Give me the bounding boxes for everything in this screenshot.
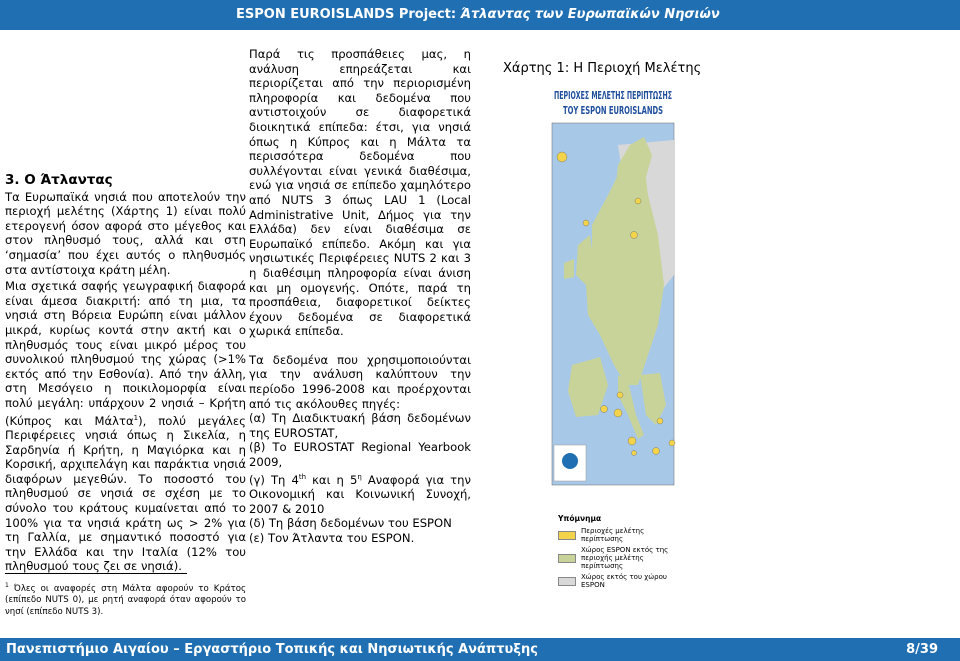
footnote [5,580,246,618]
source-e: (ε) Τον Άτλαντα του ESPON. [249,530,415,545]
source-c: (γ) Τη 4th και η $5^\eta$ Αναφορά για την Οικονομική και Κοινωνική Συνοχή, 2007 & 2010 [249,472,471,516]
page-number: 8/39 [906,642,938,657]
study-area-balearics [601,406,608,413]
footnote-mark: 1 [5,582,9,589]
study-area-orkney [583,220,589,226]
map-title-line2: ΤΟΥ ESPON EUROISLANDS [563,105,663,117]
study-area-crete [653,448,660,455]
footer-bar [0,638,960,661]
legend-title: Υπόμνημα [558,514,602,523]
study-area-aland [635,198,641,204]
study-area-aegean [657,418,663,424]
study-area-malta [632,451,637,456]
project-prefix: ESPON EUROISLANDS Project: [236,7,461,22]
study-area-cyprus [669,440,675,446]
sources-list [249,411,471,545]
study-area-corsica [617,392,623,398]
paragraph-2: Μια σχετικά σαφής γεωγραφική διαφορά είναι άμεσα διακριτή: από τη μια, τα νησιά στη Βόρεια Ευρώπη είναι μάλλον μικρά, κυρίως κοντά στην ακτή και ο πληθυσμός τους είναι μικρό μέρος του συνολικού πληθυσμού της χώρας (>1% εκτός από την Εσθονία). Από την άλλη, στη Μεσόγειο η ποικιλομορφία είναι πολύ μεγάλη: υπάρχουν 2 νησιά – Κρήτη (Κύπρος και Μάλτα$^1$), πολύ μεγάλες Περιφέρειες νησιά όπως η Σικελία, η Σαρδηνία ή Κρήτη, η Μαγιόρκα και η Κορσική, αρχιπελάγη και παράκτια νησιά διαφόρων μεγεθών. Το ποσοστό του πληθυσμού σε νησιά σε σχέση με το σύνολο του κράτους κυμαίνεται από το 100% για τα νησιά κράτη ως > 2% για τη Γαλλία, με σημαντικό ποσοστό για την Ελλάδα και την Ιταλία (12% του πληθυσμού τους ζει σε νησιά). [5,279,246,574]
legend-item-study: Περιοχές μελέτης περίπτωσης [558,527,672,543]
paragraph-4: Τα δεδομένα που χρησιμοποιούνται για την ανάλυση καλύπτουν την περίοδο 1996-2008 και προέρχονται από τις ακόλουθες πηγές: [249,352,471,411]
section-title: 3. Ο Άτλαντας [5,172,113,188]
map-title-line1: ΠΕΡΙΟΧΕΣ ΜΕΛΕΤΗΣ ΠΕΡΙΠΤΩΣΗΣ [554,90,672,102]
legend-item-espon: Χώρος ESPON εκτός της περιοχής μελέτης περίπτωσης [558,546,672,570]
study-area-sicily [628,437,636,445]
study-area-iceland [557,152,567,162]
paragraph-3: Παρά τις προσπάθειες μας, η ανάλυση επηρεάζεται και περιορίζεται από την περιορισμένη πληροφορία και δεδομένα που αντιστοιχούν σε διαφορετικά διοικητικά επίπεδα: έτσι, για νησιά όπως η Κύπρος και η Μάλτα τα περισσότερα δεδομένα που συλλέγονται είναι γενικά διαθέσιμα, ενώ για νησιά σε επίπεδο χαμηλότερο από NUTS 3 όπως LAU 1 (Local Administrative Unit, Δήμος για την Ελλάδα) δεν είναι διαθέσιμα σε Ευρωπαϊκό επίπεδο. Ακόμη και για νησιωτικές Περιφέρειες NUTS 2 και 3 η διαθέσιμη πληροφορία είναι άνιση και μη ομογενής. Οπότε, παρά τη προσπάθεια, διαφορετικοί δείκτες έχουν δεδομένα σε διαφορετικά χωρικά επίπεδα. [249,47,471,339]
source-b: (β) Το EUROSTAT Regional Yearbook 2009, [249,440,471,470]
source-d: (δ) Τη βάση δεδομένων του ESPON [249,516,452,531]
left-column [5,173,246,576]
footer-institution: Πανεπιστήμιο Αιγαίου – Εργαστήριο Τοπικής και Νησιωτικής Ανάπτυξης [6,642,538,657]
map-legend [558,514,672,592]
source-a: (α) Τη Διαδικτυακή βάση δεδομένων της EUROSTAT, [249,411,471,440]
footnote-ref: 1 [133,413,139,422]
figure-caption: Χάρτης 1: Η Περιοχή Μελέτης [503,61,702,76]
study-area-baltic [631,232,638,239]
legend-item-outside: Χώρος εκτός του χώρου ESPON [558,573,672,589]
footnote-divider [5,573,187,574]
middle-column [249,47,471,545]
espon-logo-icon [562,453,578,469]
header-bar [0,0,960,30]
study-area-map [548,85,678,489]
footnote-text: Όλες οι αναφορές στη Μάλτα αφορούν το Κράτος (επίπεδο NUTS 0), με ρητή αναφορά όταν αφορούν το νησί (επίπεδο NUTS 3). [5,583,246,617]
study-area-sardinia [614,409,622,417]
paragraph-1: Τα Ευρωπαϊκά νησιά που αποτελούν την περιοχή μελέτης (Χάρτης 1) είναι πολύ ετερογενή όσον αφορά στο μέγεθος και στον πληθυσμό τους, αλλά και στη ‘σημασία’ που έχει αυτός ο πληθυσμός στα αντίστοιχα κράτη μέλη. [5,189,246,277]
project-title: Άτλαντας των Ευρωπαϊκών Νησιών [460,7,720,22]
